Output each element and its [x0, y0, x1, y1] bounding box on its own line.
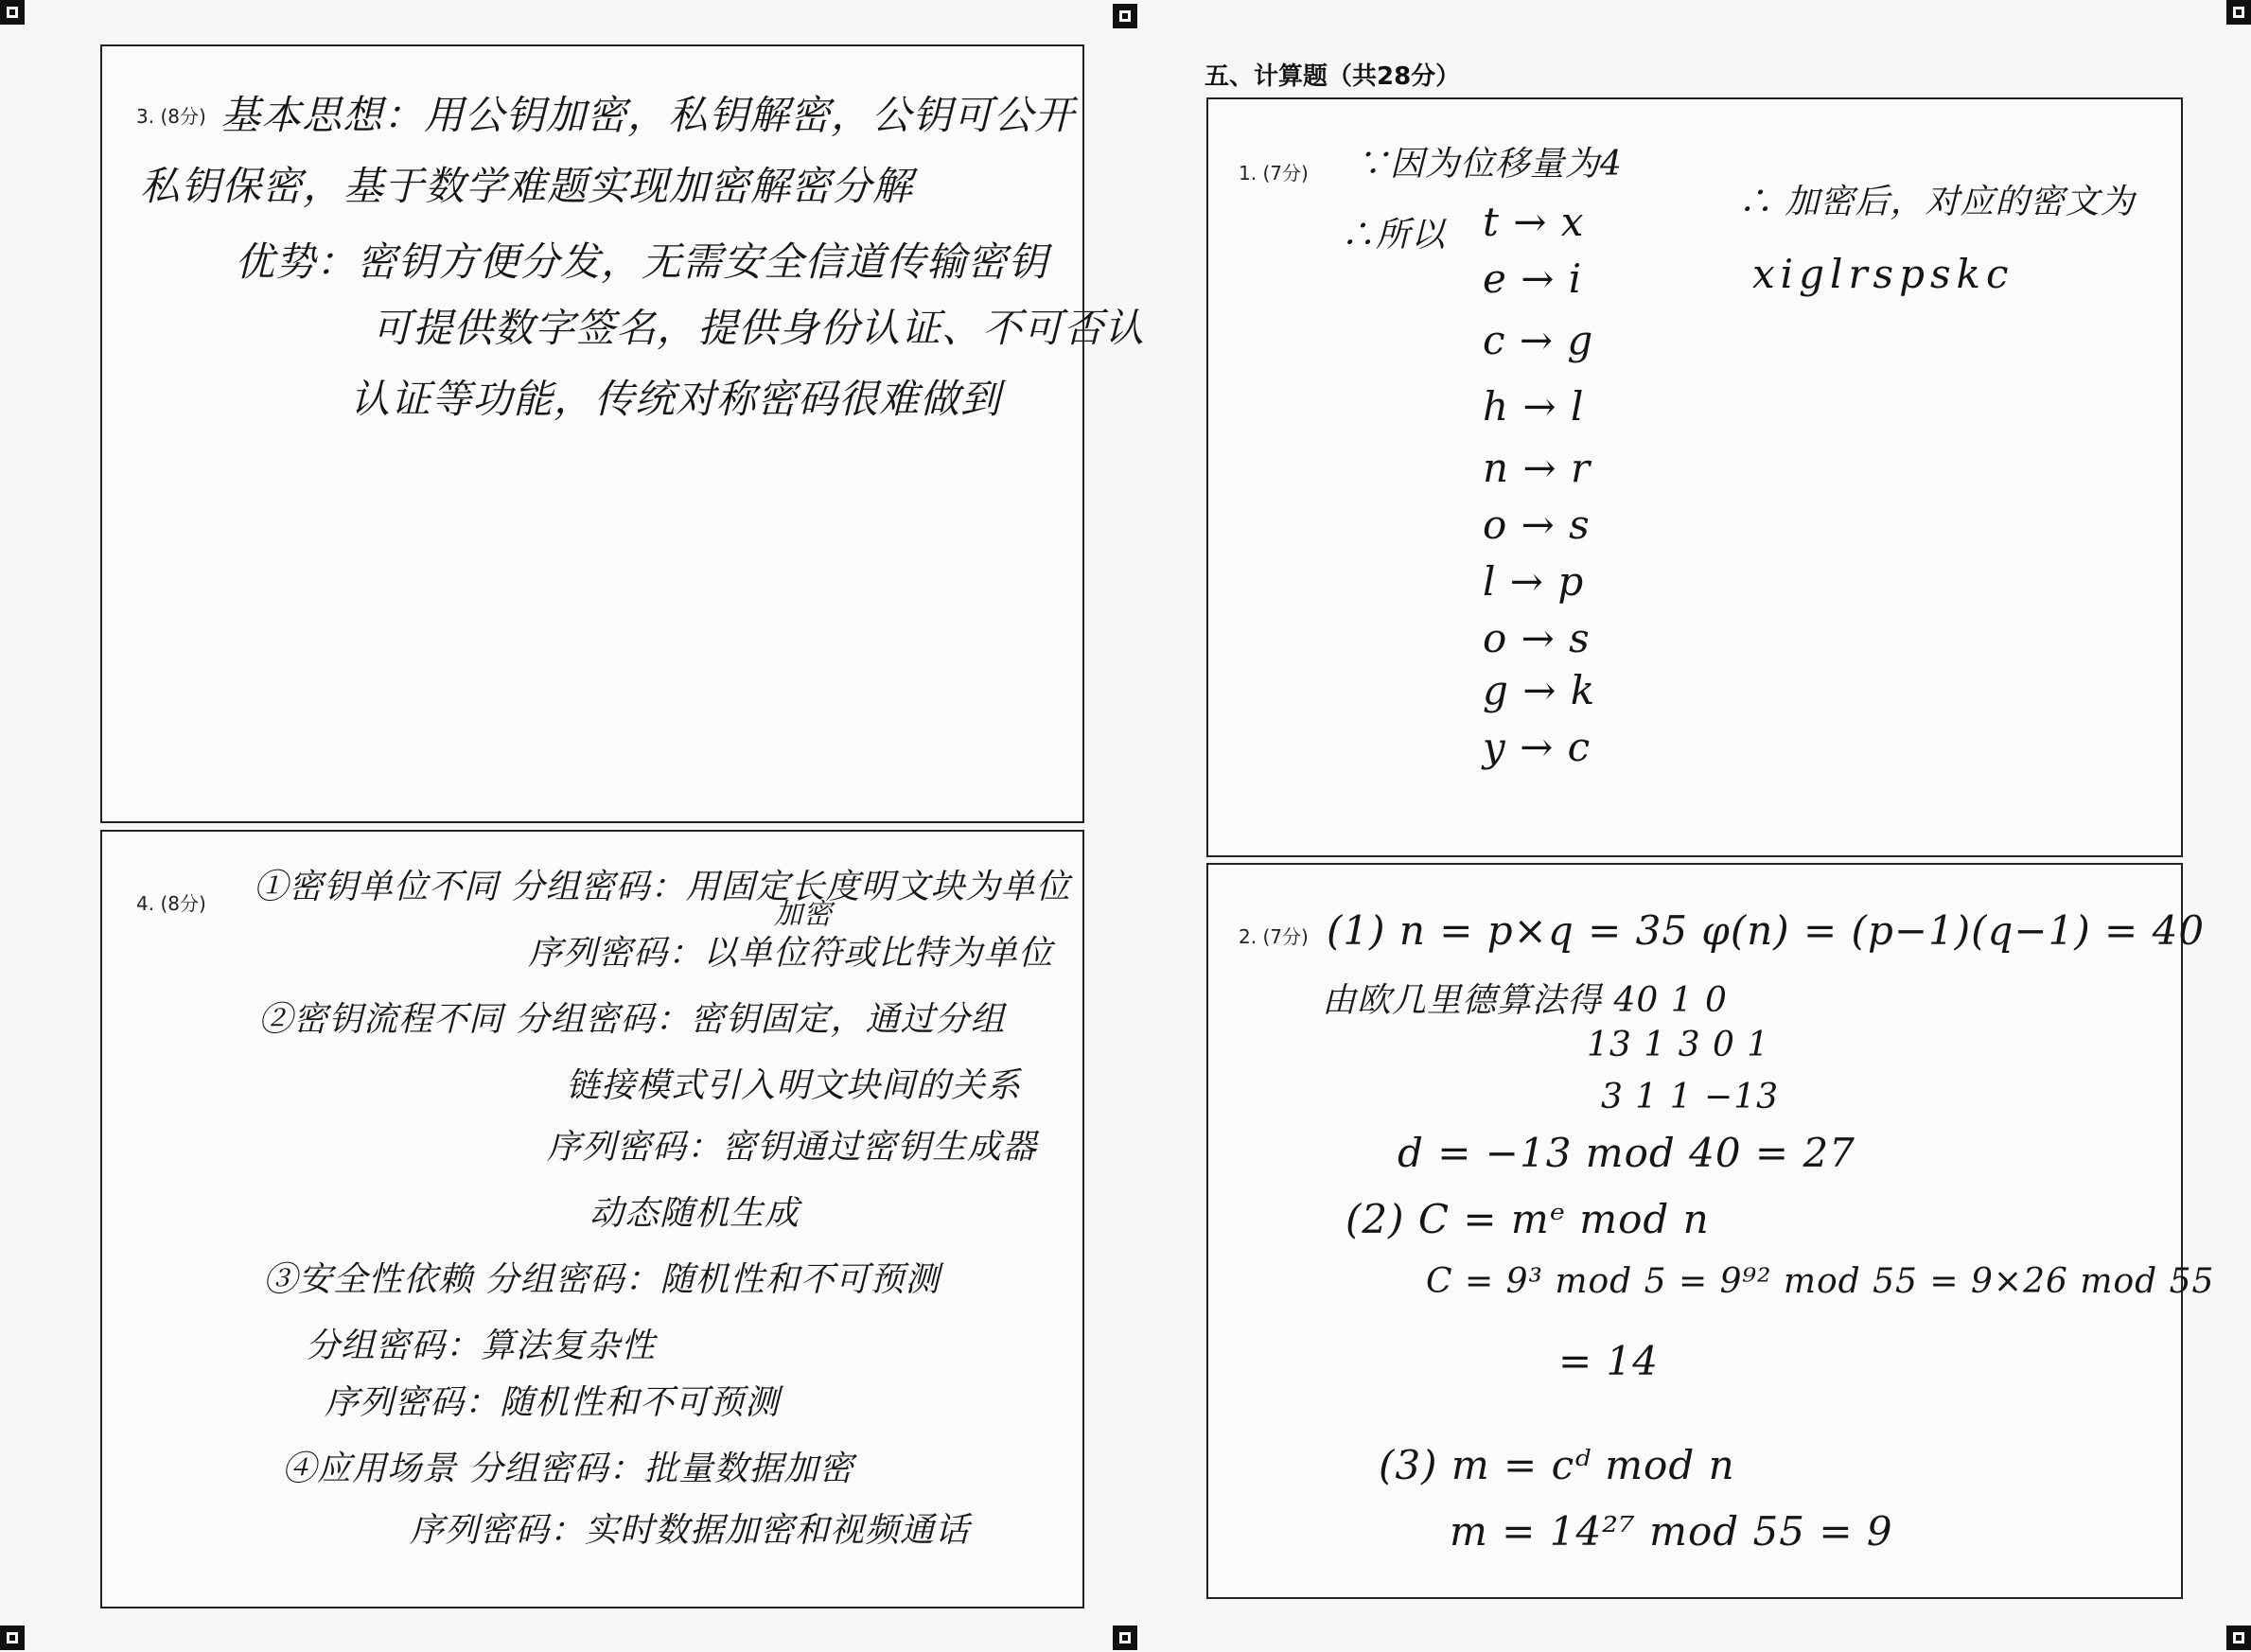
- c2-line-1: (1) n = p×q = 35 φ(n) = (p−1)(q−1) = 40: [1327, 907, 2206, 954]
- q4-line-5: 序列密码：密钥通过密钥生成器: [547, 1128, 1038, 1167]
- q3-line-5: 认证等功能，传统对称密码很难做到: [350, 376, 1002, 422]
- registration-mark-bottom-center: [1113, 1626, 1137, 1650]
- c1-map-6: o → s: [1483, 501, 1591, 548]
- c2-line-2: 由欧几里德算法得 40 1 0: [1322, 981, 1728, 1020]
- calc-question-2-answer-box: [1206, 863, 2215, 1599]
- c1-map-1: t → x: [1483, 199, 1585, 245]
- c1-conclusion: ∴ 加密后，对应的密文为: [1738, 183, 2136, 221]
- c2-line-7: C = 9³ mod 5 = 9⁹² mod 55 = 9×26 mod 55: [1426, 1262, 2215, 1301]
- c1-map-2: e → i: [1483, 255, 1583, 302]
- q3-line-3: 优势：密钥方便分发，无需安全信道传输密钥: [235, 238, 1049, 285]
- q4-line-9: 序列密码：随机性和不可预测: [325, 1383, 781, 1422]
- c2-line-5: d = −13 mod 40 = 27: [1398, 1130, 1855, 1176]
- question-4-label: 4. (8分): [136, 892, 206, 915]
- q4-line-8: 分组密码：算法复杂性: [306, 1327, 657, 1365]
- registration-mark-top-left: [0, 0, 25, 25]
- c1-ciphertext: xiglrspskc: [1752, 251, 2014, 297]
- c1-map-4: h → l: [1483, 383, 1585, 430]
- registration-mark-top-center: [1113, 4, 1137, 28]
- c1-map-10: y → c: [1483, 724, 1592, 770]
- question-4-answer-box: [100, 830, 1084, 1608]
- c2-line-8: = 14: [1558, 1338, 1659, 1384]
- c2-line-10: m = 14²⁷ mod 55 = 9: [1450, 1508, 1893, 1555]
- q4-line-7: ③安全性依赖 分组密码：随机性和不可预测: [263, 1260, 941, 1299]
- question-3-label: 3. (8分): [136, 105, 206, 128]
- section-title: 五、计算题（共28分）: [1205, 62, 1461, 91]
- q4-line-2: 序列密码：以单位符或比特为单位: [528, 934, 1054, 973]
- c1-so: ∴所以: [1341, 216, 1447, 255]
- c2-line-6: (2) C = mᵉ mod n: [1345, 1196, 1710, 1242]
- q4-line-6: 动态随机生成: [589, 1194, 800, 1233]
- c1-map-3: c → g: [1483, 317, 1594, 363]
- q3-line-1: 基本思想：用公钥加密，私钥解密，公钥可公开: [220, 92, 1076, 138]
- calc-question-1-label: 1. (7分): [1239, 162, 1309, 185]
- q4-line-1b: 加密: [774, 898, 833, 931]
- c1-map-7: l → p: [1483, 558, 1585, 605]
- question-3-answer-box: [100, 44, 1146, 823]
- q4-line-10: ④应用场景 分组密码：批量数据加密: [282, 1450, 854, 1488]
- registration-mark-bottom-left: [0, 1626, 25, 1650]
- registration-mark-top-right: [2226, 0, 2251, 25]
- q4-line-1: ①密钥单位不同 分组密码：用固定长度明文块为单位: [254, 868, 1071, 906]
- c1-map-5: n → r: [1483, 445, 1592, 491]
- calc-question-1-answer-box: [1206, 97, 2183, 857]
- calc-question-2-label: 2. (7分): [1239, 925, 1309, 948]
- q4-line-11: 序列密码：实时数据加密和视频通话: [410, 1511, 971, 1550]
- q3-line-2: 私钥保密，基于数学难题实现加密解密分解: [140, 163, 914, 209]
- c1-map-8: o → s: [1483, 615, 1591, 661]
- c2-line-9: (3) m = cᵈ mod n: [1379, 1442, 1735, 1488]
- c1-map-9: g → k: [1483, 667, 1596, 713]
- c2-line-3: 13 1 3 0 1: [1587, 1026, 1770, 1064]
- q4-line-4: 链接模式引入明文块间的关系: [566, 1066, 1022, 1105]
- registration-mark-bottom-right: [2226, 1626, 2251, 1650]
- q3-line-4: 可提供数字签名，提供身份认证、不可否认: [372, 305, 1146, 351]
- c1-header: ∵因为位移量为4: [1355, 145, 1623, 184]
- c2-line-4: 3 1 1 −13: [1601, 1078, 1780, 1116]
- q4-line-3: ②密钥流程不同 分组密码：密钥固定，通过分组: [258, 1000, 1006, 1039]
